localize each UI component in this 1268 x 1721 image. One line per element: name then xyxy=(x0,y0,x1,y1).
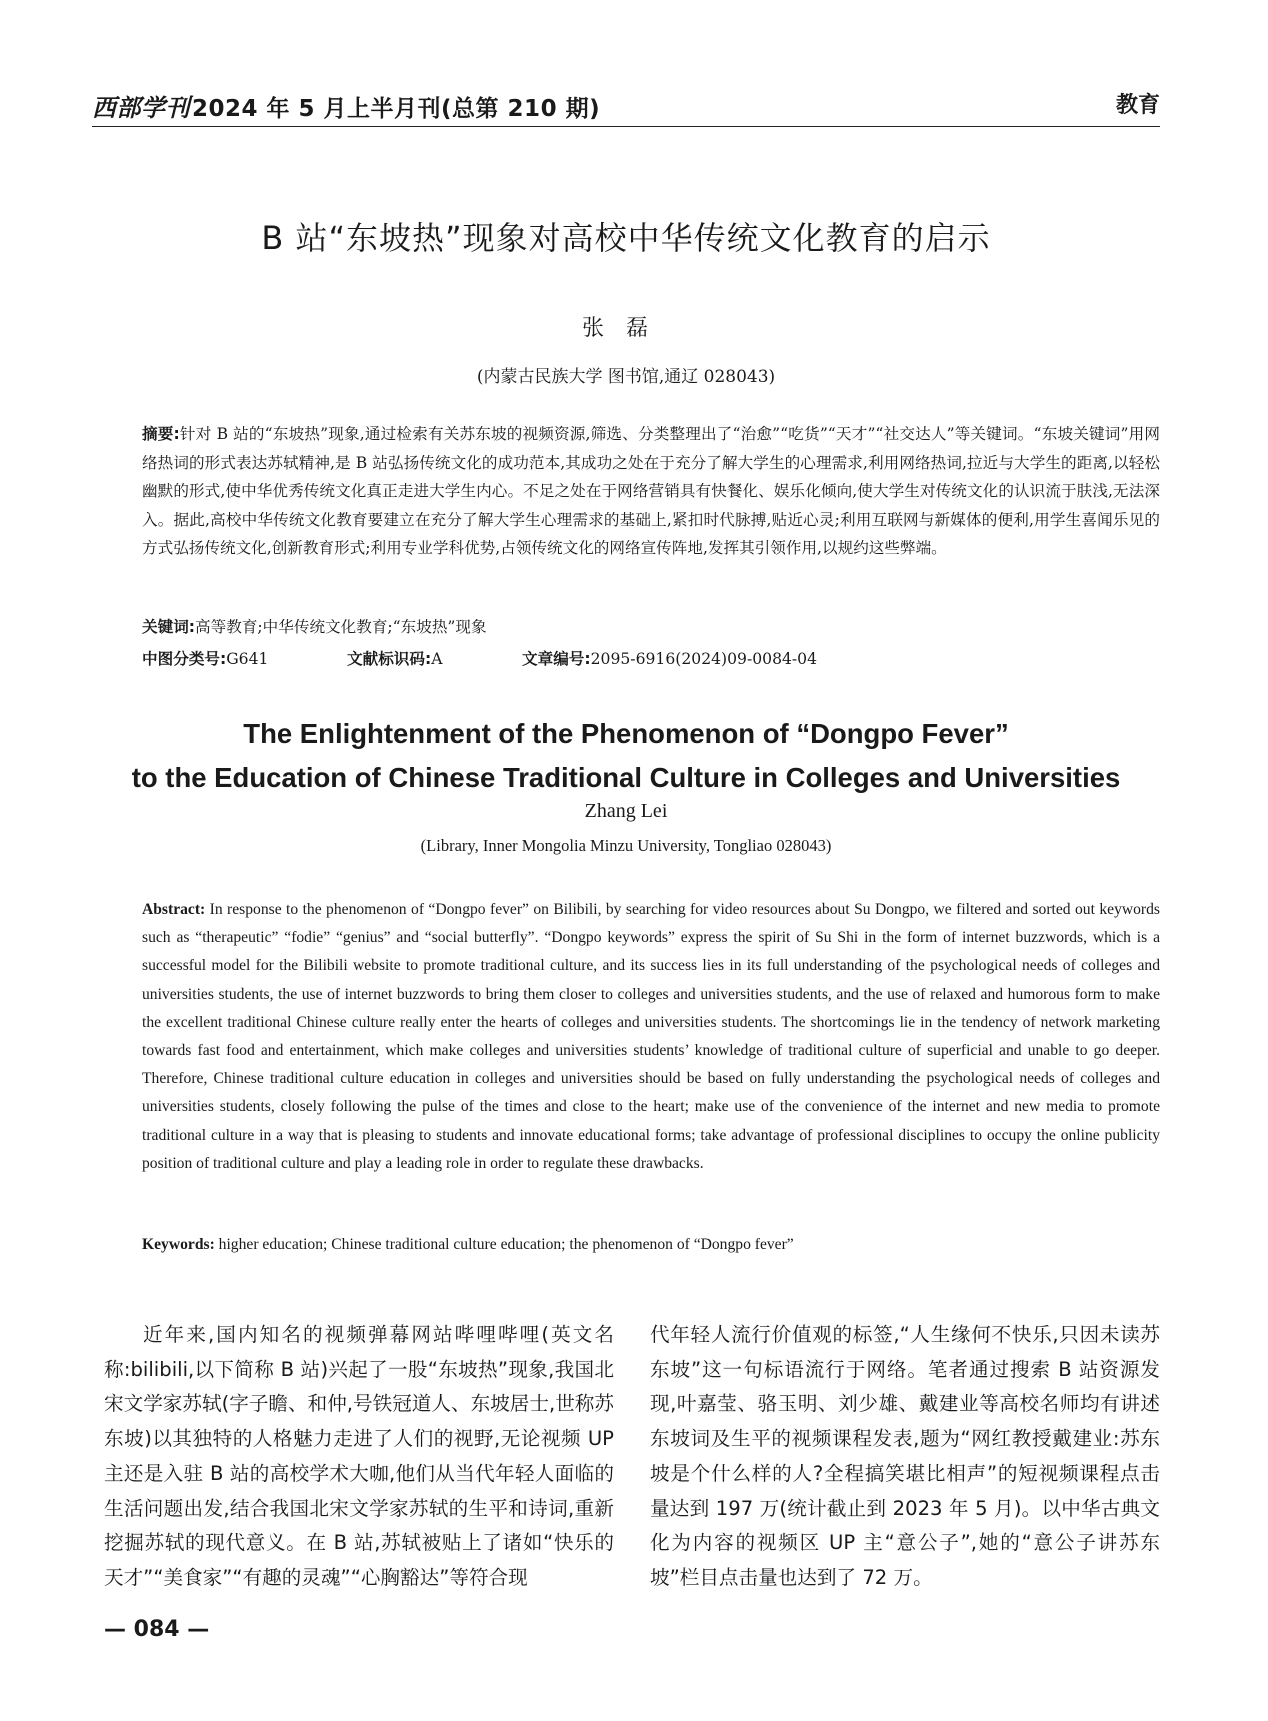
abstract-en-text: In response to the phenomenon of “Dongpo fever” on Bilibili, by searching for video resources about Su Dongpo, we filtered and sorted out keywords such as “therapeutic” “fodie” “genius” and “social butterfly”. “Dongpo keywords” express the spirit of Su Shi in the form of internet buzzwords, which is a successful model for the Bilibili website to promote traditional culture, and its success lies in its full understanding of the psychological needs of colleges and universities students, the use of internet buzzwords to bring them closer to colleges and universities students, and the use of relaxed and humorous form to make the excellent traditional Chinese culture really enter the hearts of colleges and universities students. The shortcomings lie in the tendency of network marketing towards fast food and entertainment, which make colleges and universities students’ knowledge of traditional culture of superficial and unable to go deeper. Therefore, Chinese traditional culture education in colleges and universities should be based on fully understanding the psychological needs of colleges and universities students, closely following the pulse of the times and close to the heart; make use of the convenience of the internet and new media to promote traditional culture in a way that is pleasing to students and innovate educational forms; take advantage of professional disciplines to occupy the online publicity position of traditional culture and play a leading role in order to regulate these drawbacks. xyxy=(142,901,1160,1172)
abstract-en-label: Abstract: xyxy=(142,901,206,918)
affiliation-en: (Library, Inner Mongolia Minzu University, Tongliao 028043) xyxy=(420,836,832,855)
abstract-cn-label: 摘要: xyxy=(142,425,180,443)
doc-code-label: 文献标识码: xyxy=(347,650,432,668)
author-en: Zhang Lei xyxy=(584,800,668,822)
body-column-left xyxy=(104,1318,614,1596)
doc-code-value: A xyxy=(431,650,443,668)
running-header-left xyxy=(92,88,600,123)
title-en-line1: The Enlightenment of the Phenomenon of “Dongpo Fever” xyxy=(243,718,1009,749)
running-header xyxy=(92,88,1160,128)
article-number-value: 2095-6916(2024)09-0084-04 xyxy=(590,650,818,668)
article-title-en xyxy=(92,712,1160,800)
keywords-en-label: Keywords: xyxy=(142,1236,215,1253)
page-number: — 084 — xyxy=(104,1617,210,1642)
journal-logo: 西部学刊 xyxy=(92,93,190,122)
keywords-cn-text: 高等教育;中华传统文化教育;“东坡热”现象 xyxy=(195,618,487,636)
body-paragraph-1: 近年来,国内知名的视频弹幕网站哔哩哔哩(英文名称:bilibili,以下简称 B 站)兴起了一股“东坡热”现象,我国北宋文学家苏轼(字子瞻、和仲,号铁冠道人、东坡居士,世称苏东坡)以其独特的人格魅力走进了人们的视野,无论视频 UP 主还是入驻 B 站的高校学术大咖,他们从当代年轻人面临的生活问题出发,结合我国北宋文学家苏轼的生平和诗词,重新挖掘苏轼的现代意义。在 B 站,苏轼被贴上了诸如“快乐的天才”“美食家”“有趣的灵魂”“心胸豁达”等符合现 xyxy=(104,1323,614,1589)
abstract-cn-text: 针对 B 站的“东坡热”现象,通过检索有关苏东坡的视频资源,筛选、分类整理出了“治愈”“吃货”“天才”“社交达人”等关键词。“东坡关键词”用网络热词的形式表达苏轼精神,是 B 站弘扬传统文化的成功范本,其成功之处在于充分了解大学生的心理需求,利用网络热词,拉近与大学生的距离,以轻松幽默的形式,使中华优秀传统文化真正走进大学生内心。不足之处在于网络营销具有快餐化、娱乐化倾向,使大学生对传统文化的认识流于肤浅,无法深入。据此,高校中华传统文化教育要建立在充分了解大学生心理需求的基础上,紧扣时代脉搏,贴近心灵;利用互联网与新媒体的便利,用学生喜闻乐见的方式弘扬传统文化,创新教育形式;利用专业学科优势,占领传统文化的网络宣传阵地,发挥其引领作用,以规约这些弊端。 xyxy=(142,425,1160,557)
clc-value: G641 xyxy=(226,650,269,668)
title-en-line2: to the Education of Chinese Traditional Culture in Colleges and Universities xyxy=(131,762,1121,793)
affiliation-cn: (内蒙古民族大学 图书馆,通辽 028043) xyxy=(476,367,776,387)
abstract-cn xyxy=(142,420,1160,563)
body-column-right xyxy=(650,1318,1160,1596)
issue-info: 2024 年 5 月上半月刊(总第 210 期) xyxy=(192,96,601,122)
author-cn: 张磊 xyxy=(581,316,670,341)
article-number xyxy=(522,647,817,669)
keywords-en-text: higher education; Chinese traditional culture education; the phenomenon of “Dongpo fever” xyxy=(218,1236,794,1253)
keywords-cn-label: 关键词: xyxy=(142,618,196,636)
body-paragraph-1-continued: 代年轻人流行价值观的标签,“人生缘何不快乐,只因未读苏东坡”这一句标语流行于网络。笔者通过搜索 B 站资源发现,叶嘉莹、骆玉明、刘少雄、戴建业等高校名师均有讲述东坡词及生平的视频课程发表,题为“网红教授戴建业:苏东坡是个什么样的人?全程搞笑堪比相声”的短视频课程点击量达到 197 万(统计截止到 2023 年 5 月)。以中华古典文化为内容的视频区 UP 主“意公子”,她的“意公子讲苏东坡”栏目点击量也达到了 72 万。 xyxy=(650,1323,1160,1589)
abstract-en xyxy=(142,896,1160,1178)
article-number-label: 文章编号: xyxy=(522,650,591,668)
keywords-en xyxy=(142,1236,1160,1254)
document-code xyxy=(347,647,522,669)
article-title-cn: B 站“东坡热”现象对高校中华传统文化教育的启示 xyxy=(261,219,991,257)
header-rule xyxy=(92,126,1160,127)
section-name: 教育 xyxy=(1115,93,1160,118)
classification-line xyxy=(142,647,1160,669)
clc-label: 中图分类号: xyxy=(142,650,227,668)
clc-number xyxy=(142,647,347,669)
keywords-cn xyxy=(142,615,1160,637)
